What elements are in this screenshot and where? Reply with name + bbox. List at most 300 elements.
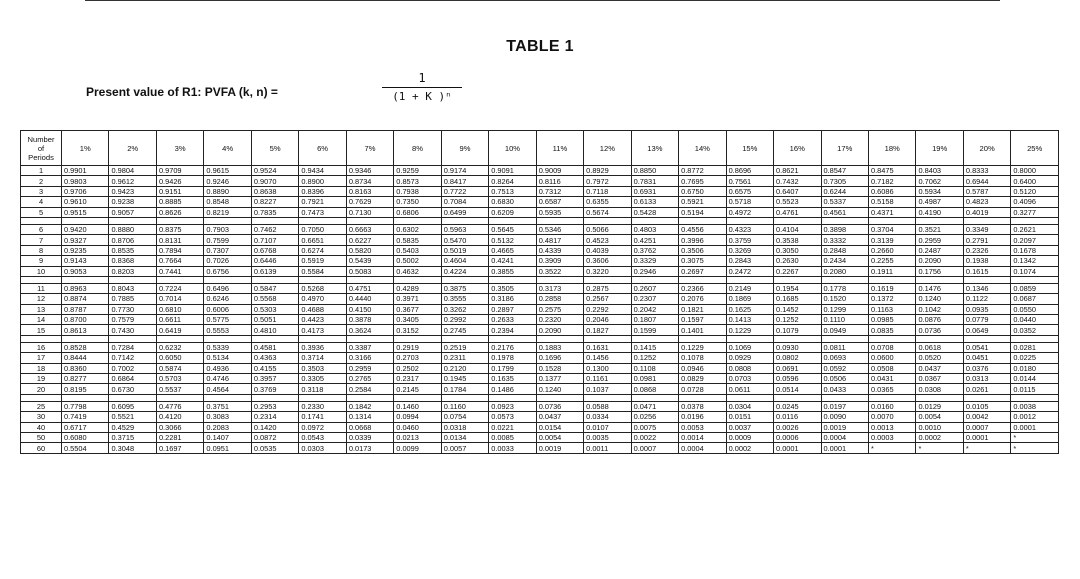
value-cell: 0.1476 [916,283,963,293]
value-cell: 0.1911 [868,266,915,276]
value-cell: 0.3521 [916,224,963,234]
value-cell: 0.1229 [726,325,773,335]
value-cell: 0.0437 [916,363,963,373]
spacer-cell [726,276,773,283]
rate-column-header: 13% [631,131,678,166]
value-cell: 0.2946 [631,266,678,276]
value-cell: 0.0835 [868,325,915,335]
value-cell: 0.0001 [774,443,821,453]
period-cell: 8 [21,245,62,255]
value-cell: 0.4581 [251,342,298,352]
spacer-cell [62,394,109,401]
value-cell: 0.1108 [631,363,678,373]
spacer-cell [821,217,868,224]
value-cell: 0.0116 [774,412,821,422]
value-cell: 0.8900 [299,176,346,186]
value-cell: 0.7561 [726,176,773,186]
value-cell: 0.3759 [726,235,773,245]
value-cell: 0.0668 [346,422,393,432]
value-cell: 0.2120 [441,363,488,373]
value-cell: 0.7579 [109,315,156,325]
value-cell: 0.0859 [1011,283,1059,293]
value-cell: 0.8000 [1011,166,1059,176]
value-cell: 0.5470 [441,235,488,245]
value-cell: 0.3152 [394,325,441,335]
value-cell: 0.3624 [346,325,393,335]
value-cell: 0.8772 [679,166,726,176]
spacer-cell [1011,394,1059,401]
value-cell: 0.0022 [631,432,678,442]
value-cell: 0.7305 [821,176,868,186]
value-cell: 0.1635 [489,374,536,384]
value-cell: 0.2472 [726,266,773,276]
value-cell: 0.9901 [62,166,109,176]
value-cell: 0.6050 [156,353,203,363]
value-cell: 0.0054 [916,412,963,422]
value-cell: 0.1697 [156,443,203,453]
value-cell: 0.6611 [156,315,203,325]
value-cell: 0.0829 [679,374,726,384]
value-cell: 0.0006 [774,432,821,442]
value-cell: 0.2487 [916,245,963,255]
value-cell: 0.1110 [821,315,868,325]
value-cell: * [916,443,963,453]
value-cell: 0.0010 [916,422,963,432]
value-cell: 0.5339 [204,342,251,352]
value-cell: 0.8375 [156,224,203,234]
rate-column-header: 25% [1011,131,1059,166]
table-header-row [21,131,1059,166]
value-cell: 0.9706 [62,186,109,196]
value-cell: 0.2311 [441,353,488,363]
value-cell: 0.0550 [1011,304,1059,314]
spacer-cell [631,394,678,401]
rate-column-header: 7% [346,131,393,166]
value-cell: 0.8696 [726,166,773,176]
value-cell: 0.9053 [62,266,109,276]
value-cell: 0.0994 [394,412,441,422]
value-cell: 0.0573 [489,412,536,422]
value-cell: 0.7835 [251,207,298,217]
spacer-cell [489,335,536,342]
value-cell: 0.9151 [156,186,203,196]
value-cell: 0.8116 [536,176,583,186]
period-cell: 12 [21,294,62,304]
value-cell: 0.1346 [963,283,1010,293]
spacer-cell [204,217,251,224]
value-cell: 0.0225 [1011,353,1059,363]
value-cell: 0.6400 [1011,176,1059,186]
period-cell: 13 [21,304,62,314]
value-cell: 0.3506 [679,245,726,255]
spacer-cell [156,217,203,224]
period-cell: 50 [21,432,62,442]
period-cell: 25 [21,401,62,411]
value-cell: 0.8621 [774,166,821,176]
spacer-cell [204,394,251,401]
spacer-cell [916,217,963,224]
value-cell: 0.4120 [156,412,203,422]
value-cell: 0.2519 [441,342,488,352]
value-cell: 0.7130 [346,207,393,217]
value-cell: 0.0736 [536,401,583,411]
value-cell: 0.9174 [441,166,488,176]
table-row [21,384,1059,394]
value-cell: 0.1163 [868,304,915,314]
spacer-cell [774,394,821,401]
value-cell: 0.0508 [868,363,915,373]
value-cell: 0.5134 [204,353,251,363]
value-cell: 0.5921 [679,197,726,207]
value-cell: 0.4150 [346,304,393,314]
value-cell: 0.0471 [631,401,678,411]
value-cell: 0.3971 [394,294,441,304]
value-cell: 0.5066 [584,224,631,234]
value-cell: 0.2083 [204,422,251,432]
value-cell: 0.2959 [916,235,963,245]
spacer-cell [536,335,583,342]
value-cell: 0.9143 [62,256,109,266]
value-cell: 0.3277 [1011,207,1059,217]
value-cell: 0.0367 [916,374,963,384]
value-cell: 0.6806 [394,207,441,217]
spacer-cell [109,394,156,401]
value-cell: 0.4173 [299,325,346,335]
value-cell: 0.0352 [1011,325,1059,335]
value-cell: 0.1299 [821,304,868,314]
value-cell: 0.0281 [1011,342,1059,352]
value-cell: 0.2320 [536,315,583,325]
value-cell: 0.0035 [584,432,631,442]
value-cell: 0.2149 [726,283,773,293]
periods-header-line: of [37,143,45,153]
value-cell: 0.7664 [156,256,203,266]
value-cell: 0.5537 [156,384,203,394]
value-cell: 0.4339 [536,245,583,255]
value-cell: 0.6086 [868,186,915,196]
table-body [21,166,1059,454]
value-cell: 0.6750 [679,186,726,196]
value-cell: 0.9238 [109,197,156,207]
value-cell: 0.4817 [536,235,583,245]
value-cell: 0.4972 [726,207,773,217]
value-cell: 0.4604 [441,256,488,266]
value-cell: 0.4039 [584,245,631,255]
rate-column-header: 5% [251,131,298,166]
value-cell: 0.0308 [916,384,963,394]
value-cell: 0.7419 [62,412,109,422]
spacer-cell [584,394,631,401]
table-row [21,325,1059,335]
value-cell: 0.8264 [489,176,536,186]
value-cell: 0.0618 [916,342,963,352]
value-cell: 0.2919 [394,342,441,352]
value-cell: 0.0090 [821,412,868,422]
rate-column-header: 4% [204,131,251,166]
value-cell: 0.0151 [726,412,773,422]
value-cell: 0.5346 [536,224,583,234]
table-row [21,315,1059,325]
table-title: TABLE 1 [506,38,574,55]
value-cell: 0.1342 [1011,256,1059,266]
spacer-cell [62,276,109,283]
value-cell: 0.3329 [631,256,678,266]
value-cell: 0.5645 [489,224,536,234]
value-cell: 0.4251 [631,235,678,245]
table-row [21,166,1059,176]
value-cell: 0.0004 [679,443,726,453]
value-cell: 0.3875 [441,283,488,293]
value-cell: 0.2292 [584,304,631,314]
value-cell: 0.6810 [156,304,203,314]
value-cell: 0.4556 [679,224,726,234]
value-cell: 0.8163 [346,186,393,196]
value-cell: 0.6246 [204,294,251,304]
value-cell: 0.0736 [916,325,963,335]
value-cell: 0.1945 [441,374,488,384]
value-cell: 0.1883 [536,342,583,352]
value-cell: 0.1821 [679,304,726,314]
value-cell: 0.0946 [679,363,726,373]
value-cell: 0.5194 [679,207,726,217]
value-cell: 0.5775 [204,315,251,325]
value-cell: 0.7430 [109,325,156,335]
value-cell: 0.7903 [204,224,251,234]
value-cell: 0.8396 [299,186,346,196]
value-cell: 0.0985 [868,315,915,325]
value-cell: 0.9070 [251,176,298,186]
value-cell: 0.0303 [299,443,346,453]
value-cell: 0.0197 [821,401,868,411]
value-cell: 0.2575 [536,304,583,314]
spacer-cell [679,394,726,401]
spacer-cell [726,217,773,224]
value-cell: 0.2858 [536,294,583,304]
value-cell: 0.2307 [631,294,678,304]
value-cell: 0.8203 [109,266,156,276]
value-cell: 0.8227 [251,197,298,207]
value-cell: 0.1407 [204,432,251,442]
value-cell: 0.7894 [156,245,203,255]
period-cell: 20 [21,384,62,394]
value-cell: 0.7695 [679,176,726,186]
value-cell: 0.2076 [679,294,726,304]
value-cell: 0.2046 [584,315,631,325]
spacer-cell [868,335,915,342]
value-cell: 0.1413 [726,315,773,325]
spacer-cell [679,276,726,283]
value-cell: 0.0011 [584,443,631,453]
value-cell: 0.0013 [868,422,915,432]
period-cell: 9 [21,256,62,266]
value-cell: 0.4561 [821,207,868,217]
spacer-cell [536,276,583,283]
spacer-cell [963,276,1010,283]
spacer-cell [916,276,963,283]
value-cell: 0.9057 [109,207,156,217]
period-cell: 16 [21,342,62,352]
value-cell: 0.7224 [156,283,203,293]
spacer-cell [726,335,773,342]
spacer-cell [299,335,346,342]
value-cell: 0.7084 [441,197,488,207]
value-cell: 0.1300 [584,363,631,373]
value-cell: 0.1069 [726,342,773,352]
value-cell: * [868,443,915,453]
value-cell: 0.1520 [821,294,868,304]
value-cell: 0.5934 [916,186,963,196]
value-cell: 0.1631 [584,342,631,352]
value-cell: 0.0115 [1011,384,1059,394]
value-cell: 0.3878 [346,315,393,325]
value-cell: 0.8475 [868,166,915,176]
table-row [21,283,1059,293]
formula-label: Present value of R1: PVFA (k, n) = [86,85,278,99]
value-cell: 0.4019 [963,207,1010,217]
value-cell: 0.0779 [963,315,1010,325]
value-cell: 0.1420 [251,422,298,432]
value-cell: 0.1042 [916,304,963,314]
spacer-cell [251,394,298,401]
value-cell: 0.5403 [394,245,441,255]
value-cell: 0.8963 [62,283,109,293]
value-cell: 0.6006 [204,304,251,314]
value-cell: 0.6499 [441,207,488,217]
value-cell: 0.4289 [394,283,441,293]
rate-column-header: 20% [963,131,1010,166]
value-cell: 0.0929 [726,353,773,363]
value-cell: 0.8890 [204,186,251,196]
value-cell: 0.0107 [584,422,631,432]
period-cell: 3 [21,186,62,196]
value-cell: 0.6944 [963,176,1010,186]
value-cell: 0.8700 [62,315,109,325]
value-cell: 0.0054 [536,432,583,442]
value-cell: 0.5820 [346,245,393,255]
spacer-cell [204,276,251,283]
period-cell: 10 [21,266,62,276]
value-cell: 0.3936 [299,342,346,352]
value-cell: 0.8043 [109,283,156,293]
period-cell: 6 [21,224,62,234]
value-cell: 0.1122 [963,294,1010,304]
value-cell: 0.0972 [299,422,346,432]
value-cell: 0.8929 [584,166,631,176]
value-cell: 0.0334 [584,412,631,422]
value-cell: 0.1741 [299,412,346,422]
value-cell: 0.8444 [62,353,109,363]
value-cell: 0.5051 [251,315,298,325]
value-cell: 0.2621 [1011,224,1059,234]
rate-column-header: 10% [489,131,536,166]
value-cell: 0.2607 [631,283,678,293]
value-cell: 0.5568 [251,294,298,304]
value-cell: 0.0543 [299,432,346,442]
rate-column-header: 9% [441,131,488,166]
value-cell: 0.0440 [1011,315,1059,325]
value-cell: 0.4241 [489,256,536,266]
spacer-cell [821,276,868,283]
spacer-cell [679,335,726,342]
value-cell: 0.0261 [963,384,1010,394]
value-cell: 0.9804 [109,166,156,176]
period-cell: 5 [21,207,62,217]
value-cell: 0.3769 [251,384,298,394]
value-cell: 0.1377 [536,374,583,384]
spacer-cell [631,335,678,342]
spacer-cell [62,335,109,342]
value-cell: 0.0053 [679,422,726,432]
value-cell: 0.3118 [299,384,346,394]
period-cell: 7 [21,235,62,245]
value-cell: 0.1460 [394,401,441,411]
spacer-cell [21,335,62,342]
value-cell: 0.1678 [1011,245,1059,255]
value-cell: 0.1807 [631,315,678,325]
value-cell: 0.0019 [821,422,868,432]
value-cell: 0.7798 [62,401,109,411]
spacer-cell [774,276,821,283]
value-cell: 0.9434 [299,166,346,176]
value-cell: 0.3139 [868,235,915,245]
value-cell: 0.3050 [774,245,821,255]
table-row [21,401,1059,411]
value-cell: 0.0431 [868,374,915,384]
value-cell: 0.5132 [489,235,536,245]
value-cell: 0.7441 [156,266,203,276]
value-cell: 0.0154 [536,422,583,432]
value-cell: 0.1784 [441,384,488,394]
spacer-cell [299,276,346,283]
rate-column-header: 15% [726,131,773,166]
value-cell: 0.4803 [631,224,678,234]
value-cell: 0.9709 [156,166,203,176]
spacer-cell [394,394,441,401]
value-cell: 0.2897 [489,304,536,314]
value-cell: 0.9524 [251,166,298,176]
value-cell: 0.1827 [584,325,631,335]
value-cell: 0.3909 [536,256,583,266]
formula-fraction [382,70,462,104]
value-cell: 0.1415 [631,342,678,352]
value-cell: 0.6931 [631,186,678,196]
value-cell: 0.3704 [868,224,915,234]
value-cell: 0.3387 [346,342,393,352]
value-cell: 0.5337 [821,197,868,207]
value-cell: 0.2434 [821,256,868,266]
table-row [21,207,1059,217]
value-cell: 0.1756 [916,266,963,276]
value-cell: 0.0520 [916,353,963,363]
value-cell: 0.1954 [774,283,821,293]
value-cell: 0.0105 [963,401,1010,411]
spacer-cell [584,276,631,283]
value-cell: 0.0708 [868,342,915,352]
value-cell: 0.0213 [394,432,441,442]
value-cell: 0.0014 [679,432,726,442]
value-cell: 0.0649 [963,325,1010,335]
value-cell: 0.0007 [631,443,678,453]
value-cell: 0.0876 [916,315,963,325]
value-cell: 0.2584 [346,384,393,394]
value-cell: 0.0535 [251,443,298,453]
value-cell: 0.0221 [489,422,536,432]
table-row [21,443,1059,453]
value-cell: 0.6830 [489,197,536,207]
value-cell: 0.7182 [868,176,915,186]
spacer-cell [489,394,536,401]
value-cell: 0.0872 [251,432,298,442]
